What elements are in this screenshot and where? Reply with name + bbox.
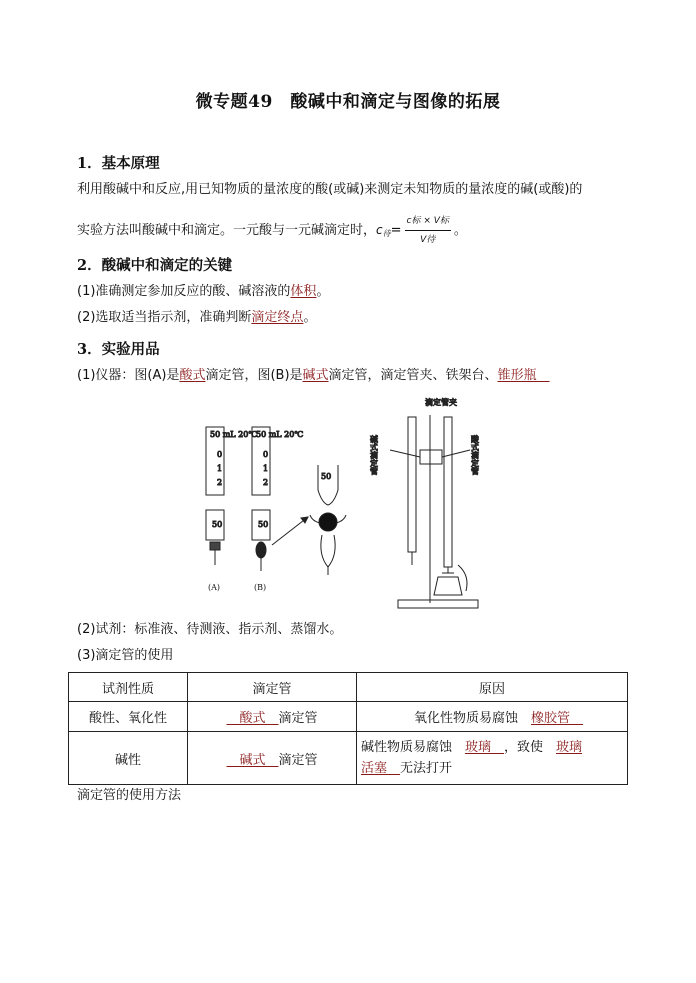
formula-numerator: c标 × V标: [405, 212, 451, 231]
acid-burette-label: 酸式滴定管: [470, 435, 480, 475]
stand-base: [398, 600, 478, 608]
table-cell: [188, 732, 357, 785]
formula-fraction: [405, 212, 451, 249]
table-header-cell: 滴定管: [188, 673, 357, 702]
answer-rubber-tube: 橡胶管: [531, 711, 584, 726]
cell-text: 滴定管: [278, 752, 318, 768]
burette-a-top-label: 50 mL 20℃: [210, 430, 258, 439]
answer-glass-stopcock-2: 活塞: [361, 761, 401, 776]
s2-item1: [77, 283, 329, 301]
answer-base-type: 碱式: [302, 368, 329, 383]
table-header-cell: 原因: [357, 673, 628, 702]
section-2-heading: 2．酸碱中和滴定的关键: [77, 257, 233, 274]
conical-flask: [434, 573, 462, 595]
s3-item1: [77, 367, 550, 385]
footer-text: 滴定管的使用方法: [77, 788, 182, 803]
section-1-heading: 1．基本原理: [77, 155, 160, 172]
s2-item2-end: 。: [303, 310, 317, 325]
cell-text: 滴定管: [278, 711, 318, 726]
burette-a-tick-0: 0: [217, 450, 223, 459]
clip-label: 滴定管夹: [425, 398, 457, 407]
caption-b: (B): [254, 583, 267, 592]
s2-item1-end: 。: [316, 284, 330, 299]
hand: [458, 565, 467, 591]
answer-glass: 玻璃: [465, 740, 505, 755]
table-cell: [357, 732, 628, 785]
caption-a: (A): [208, 583, 221, 592]
burette-a-tick-1: 1: [217, 464, 223, 473]
answer-base-burette: 碱式: [226, 752, 279, 768]
burette-clamp: [420, 450, 442, 464]
table-header-row: [69, 673, 628, 702]
cell-text: ，致使: [504, 740, 557, 755]
burette-b-tick-50: 50: [258, 520, 269, 529]
s2-item2: [77, 309, 316, 327]
formula-denominator: V待: [420, 235, 436, 245]
page-title: 微专题49 酸碱中和滴定与图像的拓展: [195, 92, 501, 112]
cell-text: 碱性物质易腐蚀: [361, 740, 466, 755]
answer-volume: 体积: [290, 284, 317, 299]
s3-item2: (2)试剂：标准液、待测液、指示剂、蒸馏水。: [77, 622, 343, 637]
s3-item1-a: (1)仪器：图(A)是: [77, 368, 180, 383]
zoom-arrow: [272, 517, 308, 545]
burette-a-tick-2: 2: [217, 478, 223, 487]
cell-text: 无法打开: [400, 761, 453, 776]
base-burette-label: 碱式滴定管: [369, 435, 379, 475]
base-burette: [408, 417, 416, 552]
table-header-cell: 试剂性质: [69, 673, 188, 702]
s3-item1-c: 滴定管，图(B)是: [205, 368, 303, 383]
burette-b-tick-1: 1: [263, 464, 269, 473]
table-cell: 碱性: [69, 732, 188, 785]
burette-b-top-label: 50 mL 20℃: [256, 430, 304, 439]
answer-glass-stopcock-1: 玻璃: [556, 740, 583, 755]
answer-acid-type: 酸式: [179, 368, 206, 383]
answer-flask: 锥形瓶: [497, 368, 550, 383]
table-cell: 酸性、氧化性: [69, 702, 188, 732]
s3-item3: (3)滴定管的使用: [77, 648, 174, 663]
apparatus-figure: [190, 395, 630, 615]
table-row: [69, 702, 628, 732]
burette-b-rubber-tube: [256, 542, 266, 558]
acid-burette: [444, 417, 452, 567]
c-symbol: c: [376, 223, 383, 237]
burette-b-tick-2: 2: [263, 478, 269, 487]
table-cell: [188, 702, 357, 732]
burette-b-tick-0: 0: [263, 450, 269, 459]
s2-item2-text: (2)选取适当指示剂，准确判断: [77, 310, 252, 325]
answer-endpoint: 滴定终点: [251, 310, 304, 325]
s2-item1-text: (1)准确测定参加反应的酸、碱溶液的: [77, 284, 291, 299]
burette-b: [252, 427, 308, 592]
enlarged-tip: [310, 465, 346, 575]
table-row: [69, 732, 628, 785]
section-3-heading: 3．实验用品: [77, 341, 160, 358]
burette-usage-table: [68, 672, 628, 785]
s1-line2: 实验方法叫酸碱中和滴定。一元酸与一元碱滴定时，$c_待=$ $\frac{\text{c标 × V标}}{\text{V待}}$ 。: [77, 212, 467, 249]
s1-end: 。: [453, 223, 467, 238]
cell-text: 氧化性物质易腐蚀: [413, 711, 531, 726]
s1-line1: 利用酸碱中和反应,用已知物质的量浓度的酸(或碱)来测定未知物质的量浓度的碱(或酸)的: [77, 182, 583, 197]
s1-line2-text: 实验方法叫酸碱中和滴定。一元酸与一元碱滴定时，: [77, 223, 377, 238]
answer-acid-burette: 酸式: [226, 711, 279, 726]
burette-a-stopcock: [210, 542, 220, 550]
burette-a-tick-50: 50: [212, 520, 223, 529]
tip-tick-50: 50: [321, 472, 332, 481]
iron-stand: [370, 397, 480, 608]
table-cell: [357, 702, 628, 732]
burette-a: [206, 427, 257, 592]
s3-item1-e: 滴定管，滴定管夹、铁架台、: [328, 368, 498, 383]
c-sub: 待: [382, 229, 391, 238]
